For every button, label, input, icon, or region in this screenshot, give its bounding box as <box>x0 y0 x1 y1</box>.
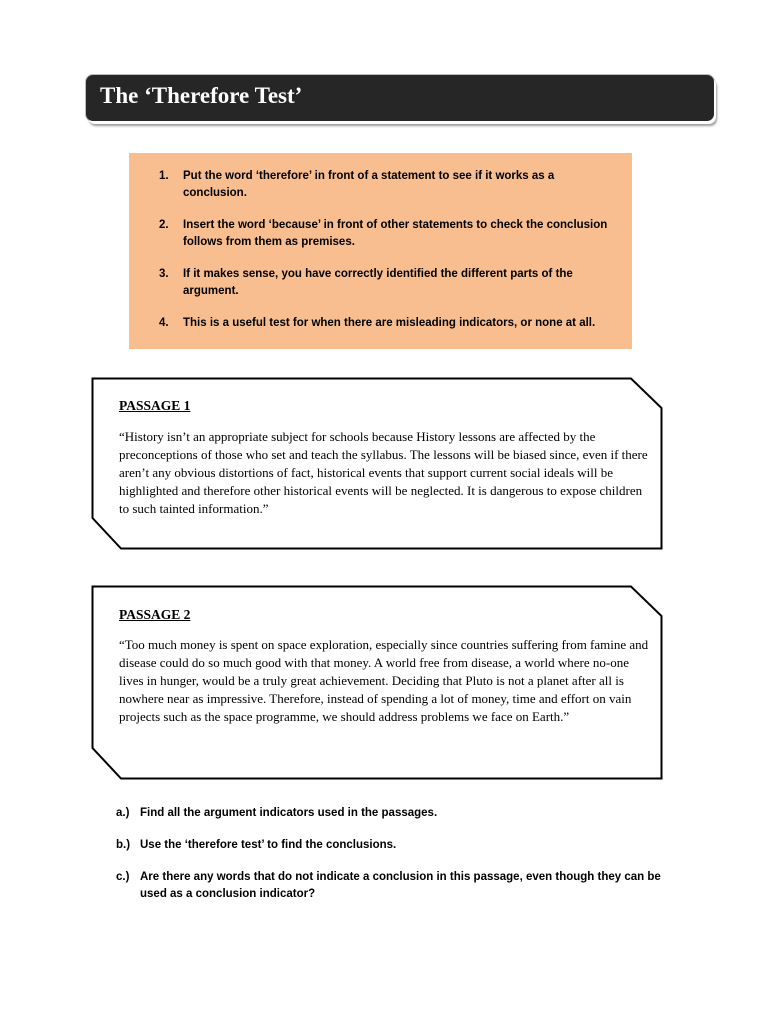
question-item <box>116 837 676 854</box>
step-text: This is a useful test for when there are misleading indicators, or none at all. <box>183 317 596 329</box>
question-label: b.) <box>116 839 131 851</box>
question-text: Are there any words that do not indicate a conclusion in this passage, even though they can be used as a conclusion indicator? <box>140 871 661 900</box>
step-item <box>159 168 619 202</box>
step-number: 2. <box>159 219 169 231</box>
step-number: 1. <box>159 170 169 182</box>
passage-1-title: PASSAGE 1 <box>119 398 191 413</box>
passage-1-text: “History isn’t an appropriate subject for schools because History lessons are affected by the preconceptions of those who set and teach the syllabus. The lessons will be biased since, even if there aren’t any obvious distortions of fact, historical events that support current social ideals will be highlighted and therefore other historical events will be neglected. It is dangerous to expose children to such tainted information.” <box>119 429 648 516</box>
step-text: Insert the word ‘because’ in front of other statements to check the conclusion follows from them as premises. <box>183 219 608 248</box>
passage-2-box <box>91 585 663 780</box>
question-item <box>116 805 676 822</box>
steps-list <box>159 168 619 332</box>
step-text: If it makes sense, you have correctly identified the different parts of the argument. <box>183 268 573 297</box>
question-text: Use the ‘therefore test’ to find the conclusions. <box>140 839 397 851</box>
question-label: a.) <box>116 807 130 819</box>
title-banner <box>86 75 714 121</box>
step-number: 4. <box>159 317 169 329</box>
page-title: The ‘Therefore Test’ <box>100 83 303 108</box>
question-item <box>116 869 676 903</box>
step-number: 3. <box>159 268 169 280</box>
step-text: Put the word ‘therefore’ in front of a statement to see if it works as a conclusion. <box>183 170 555 199</box>
question-text: Find all the argument indicators used in the passages. <box>140 807 438 819</box>
step-item <box>159 315 619 332</box>
passage-1-box <box>91 377 663 550</box>
step-item <box>159 266 619 300</box>
step-item <box>159 217 619 251</box>
passage-2-text: “Too much money is spent on space exploration, especially since countries suffering from famine and disease could do so much good with that money. A world free from disease, a world where no-one lives in hunger, would be a truly great achievement. Deciding that Pluto is not a planet after all is nowhere near as impressive. Therefore, instead of spending a lot of money, time and effort on vain projects such as the space programme, we should address problems we face on Earth.” <box>119 637 649 724</box>
steps-box <box>129 153 632 349</box>
questions-list <box>116 805 676 918</box>
question-label: c.) <box>116 871 130 883</box>
passage-2-title: PASSAGE 2 <box>119 607 191 622</box>
